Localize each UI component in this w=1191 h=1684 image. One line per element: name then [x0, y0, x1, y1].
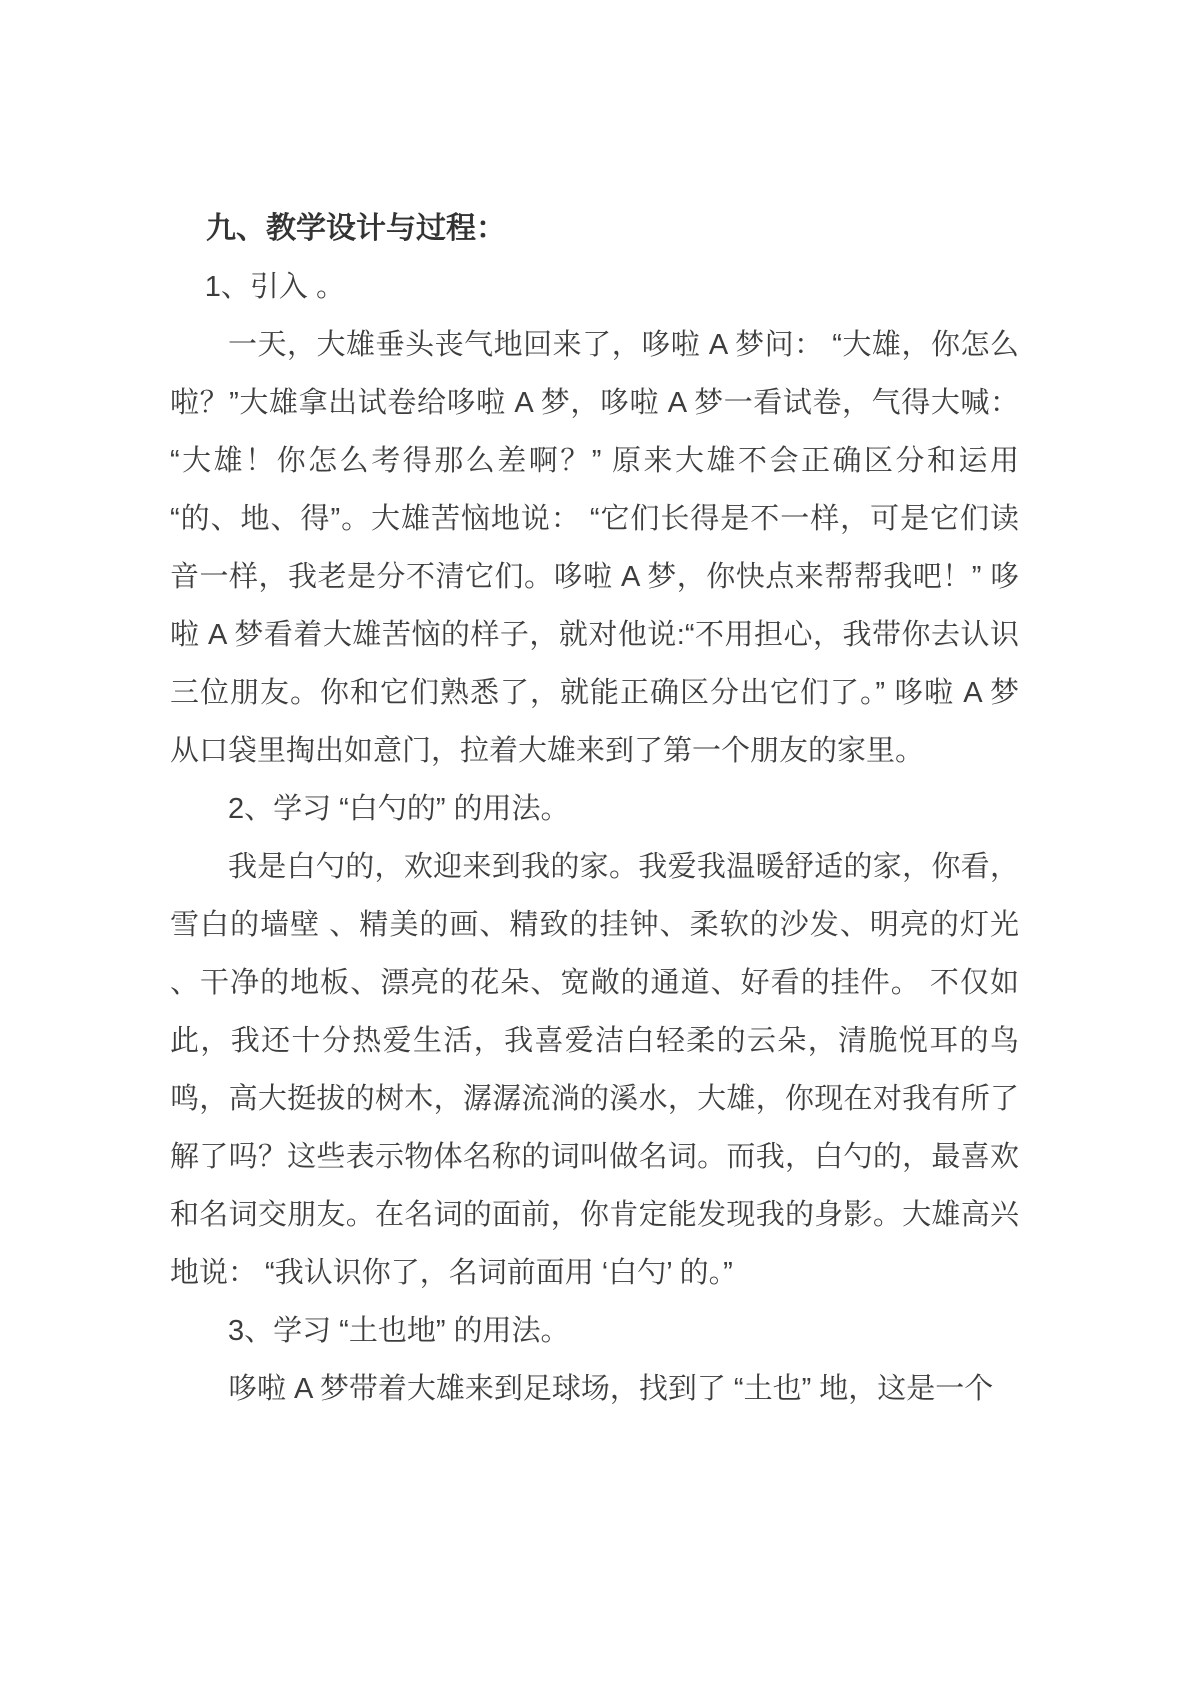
- step-heading-2: 2、学习 “白勺的” 的用法。: [228, 793, 570, 825]
- paragraph-tuye-di: 哆啦 A 梦带着大雄来到足球场，找到了 “土也” 地，这是一个: [228, 1373, 994, 1405]
- paragraph-baishao-de: 我是白勺的，欢迎来到我的家。我爱我温暖舒适的家，你看，雪白的墙壁 、精美的画、精致的挂钟、柔软的沙发、明亮的灯光 、干净的地板、漂亮的花朵、宽敞的通道、好看的挂件。 不仅如此，我还十分热爱生活，我喜爱洁白轻柔的云朵，清脆悦耳的鸟鸣，高大挺拔的树木，潺潺流淌的溪水，大雄，你现在对我有所了解了吗？这些表示物体名称的词叫做名词。而我，白勺的，最喜欢和名词交朋友。在名词的面前，你肯定能发现我的身影。大雄高兴地说： “我认识你了，名词前面用 ‘白勺’ 的。”: [170, 851, 1019, 1289]
- step-heading-3: 3、学习 “土也地” 的用法。: [228, 1315, 570, 1347]
- document-heading: 九、教学设计与过程：: [206, 212, 506, 245]
- step-heading-1: 1、引入 。: [204, 271, 345, 303]
- paragraph-intro-story: 一天，大雄垂头丧气地回来了，哆啦 A 梦问： “大雄，你怎么啦？”大雄拿出试卷给哆啦 A 梦，哆啦 A 梦一看试卷，气得大喊： “大雄！你怎么考得那么差啊？” 原来大雄不会正确区分和运用 “的、地、得”。大雄苦恼地说： “它们长得是不一样，可是它们读音一样，我老是分不清它们。哆啦 A 梦，你快点来帮帮我吧！” 哆啦 A 梦看着大雄苦恼的样子，就对他说:“不用担心，我带你去认识三位朋友。你和它们熟悉了，就能正确区分出它们了。” 哆啦 A 梦从口袋里掏出如意门，拉着大雄来到了第一个朋友的家里。: [170, 329, 1019, 767]
